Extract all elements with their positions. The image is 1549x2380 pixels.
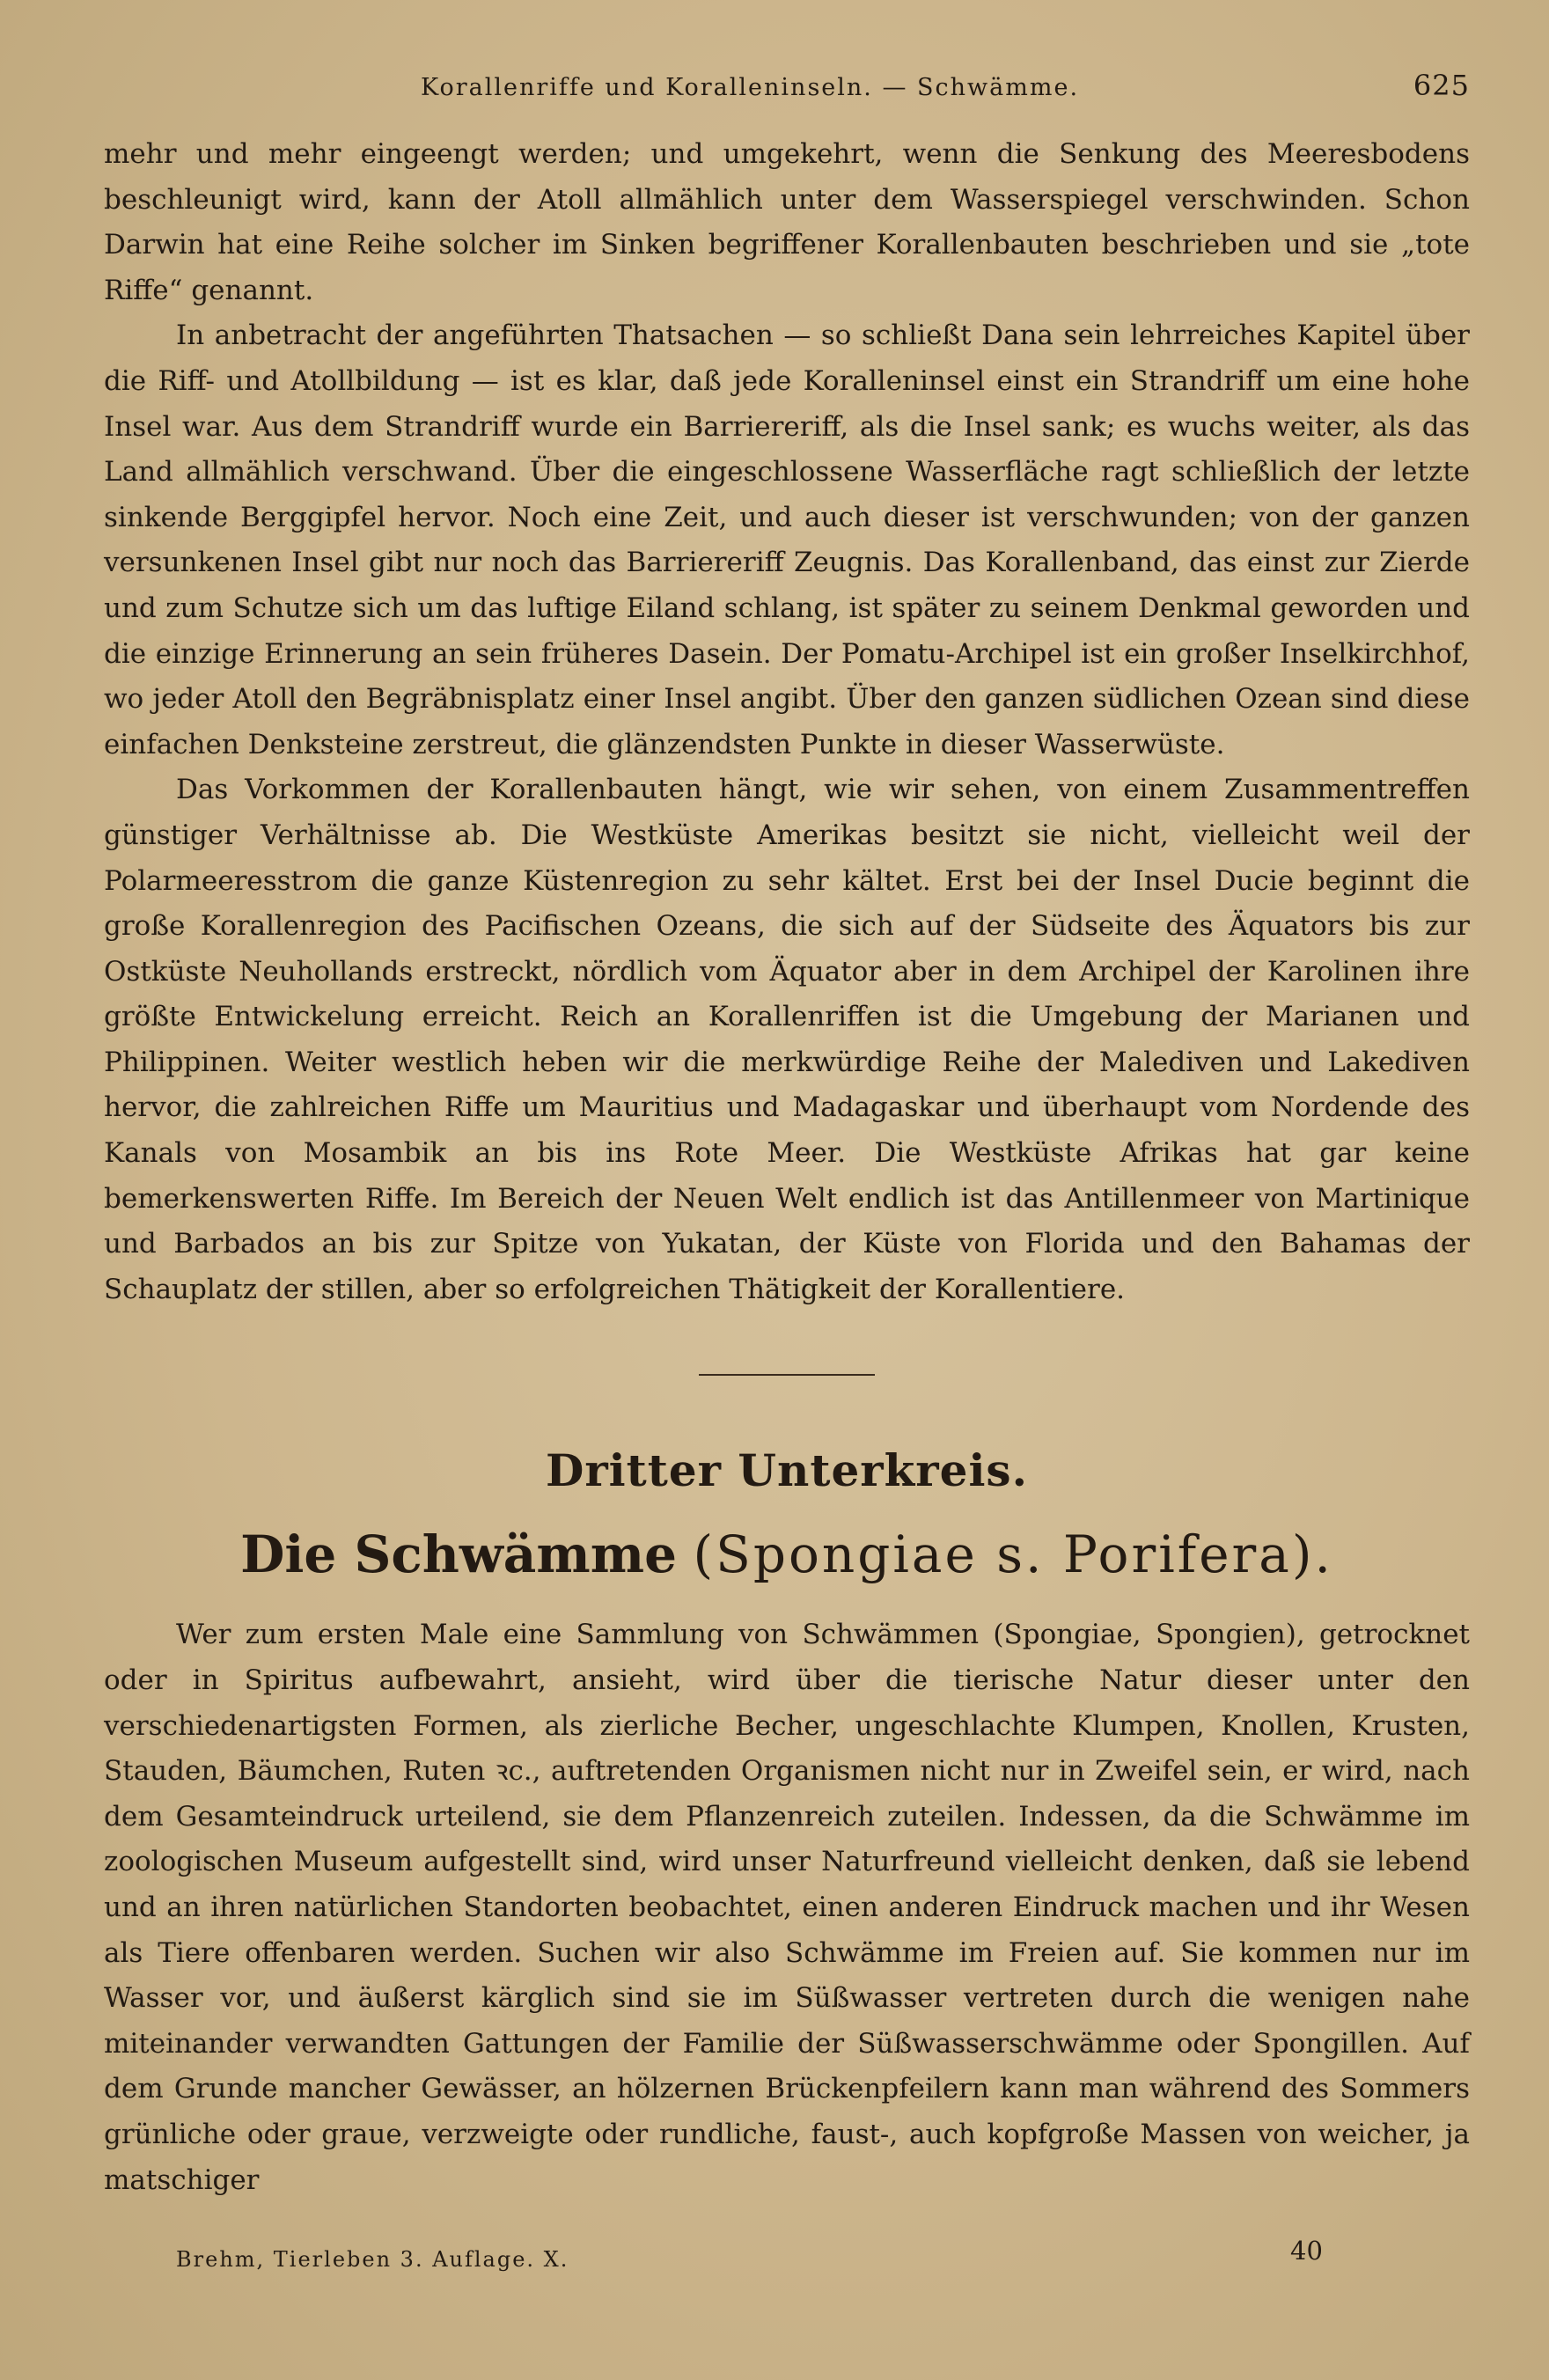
section-divider [699,1374,875,1376]
class-heading [104,1519,1470,1590]
subdivision-heading: Dritter Unterkreis. [545,1444,1028,1497]
paragraph-2: In anbetracht der angeführten Thatsachen — so schließt Dana sein lehrreiches Kapitel über die Riff- und Atollbildung — ist es klar, daß jede Koralleninsel einst ein Strandriff um eine hohe Insel war. Aus dem Strandriff wurde ein Barriereriff, als die Insel sank; es wuchs weiter, als das Land allmählich verschwand. Über die eingeschlossene Wasserfläche ragt schließlich der letzte sinkende Berggipfel hervor. Noch eine Zeit, und auch dieser ist verschwunden; von der ganzen versunkenen Insel gibt nur noch das Barriereriff Zeugnis. Das Korallenband, das einst zur Zierde und zum Schutze sich um das luftige Eiland schlang, ist später zu seinem Denkmal geworden und die einzige Erinnerung an sein früheres Dasein. Der Pomatu-Archipel ist ein großer Inselkirchhof, wo jeder Atoll den Begräbnisplatz einer Insel angibt. Über den ganzen südlichen Ozean sind diese einfachen Denksteine zerstreut, die glänzendsten Punkte in dieser Wasserwüste. [104,320,1470,760]
section-sponges [104,1612,1470,2203]
class-heading-german: Die Schwämme [240,1524,678,1585]
running-head-title: Korallenriffe und Koralleninseln. — Schwämme. [421,74,1080,101]
sheet-signature: 40 [1290,2236,1323,2266]
running-head [104,62,1470,111]
section-coral-reefs [104,132,1470,1312]
paragraph-1: mehr und mehr eingeengt werden; und umgekehrt, wenn die Senkung des Meeresbodens beschleunigt wird, kann der Atoll allmählich unter dem Wasserspiegel verschwinden. Schon Darwin hat eine Reihe solcher im Sinken begriffener Korallenbauten beschrieben und sie „tote Riffe“ genannt. [104,138,1470,306]
footer-imprint: Brehm, Tierleben 3. Auflage. X. [176,2247,569,2272]
paragraph-3: Das Vorkommen der Korallenbauten hängt, wie wir sehen, von einem Zusammentreffen günstiger Verhältnisse ab. Die Westküste Amerikas besitzt sie nicht, vielleicht weil der Polarmeeresstrom die ganze Küstenregion zu sehr kältet. Erst bei der Insel Ducie beginnt die große Korallenregion des Pacifischen Ozeans, die sich auf der Südseite des Äquators bis zur Ostküste Neuhollands erstreckt, nördlich vom Äquator aber in dem Archipel der Karolinen ihre größte Entwickelung erreicht. Reich an Korallenriffen ist die Umgebung der Marianen und Philippinen. Weiter westlich heben wir die merkwürdige Reihe der Malediven und Lakediven hervor, die zahlreichen Riffe um Mauritius und Madagaskar und überhaupt vom Nordende des Kanals von Mosambik an bis ins Rote Meer. Die Westküste Afrikas hat gar keine bemerkenswerten Riffe. Im Bereich der Neuen Welt endlich ist das Antillenmeer von Martinique und Barbados an bis zur Spitze von Yukatan, der Küste von Florida und den Bahamas der Schauplatz der stillen, aber so erfolgreichen Thätigkeit der Korallentiere. [104,774,1470,1305]
paragraph-sponges: Wer zum ersten Male eine Sammlung von Schwämmen (Spongiae, Spongien), getrocknet oder in Spiritus aufbewahrt, ansieht, wird über die tierische Natur dieser unter den verschiedenartigsten Formen, als zierliche Becher, ungeschlachte Klumpen, Knollen, Krusten, Stauden, Bäumchen, Ruten ꝛc., auftretenden Organismen nicht nur in Zweifel sein, er wird, nach dem Gesamteindruck urteilend, sie dem Pflanzenreich zuteilen. Indessen, da die Schwämme im zoologischen Museum aufgestellt sind, wird unser Naturfreund vielleicht denken, daß sie lebend und an ihren natürlichen Standorten beobachtet, einen anderen Eindruck machen und ihr Wesen als Tiere offenbaren werden. Suchen wir also Schwämme im Freien auf. Sie kommen nur im Wasser vor, und äußerst kärglich sind sie im Süßwasser vertreten durch die wenigen nahe miteinander verwandten Gattungen der Familie der Süßwasserschwämme oder Spongillen. Auf dem Grunde mancher Gewässer, an hölzernen Brückenpfeilern kann man während des Sommers grünliche oder graue, verzweigte oder rundliche, faust-, auch kopfgroße Massen von weicher, ja matschiger [104,1619,1470,2196]
page-number: 625 [1413,69,1470,102]
class-heading-latin: (Spongiae s. Porifera). [693,1524,1333,1585]
